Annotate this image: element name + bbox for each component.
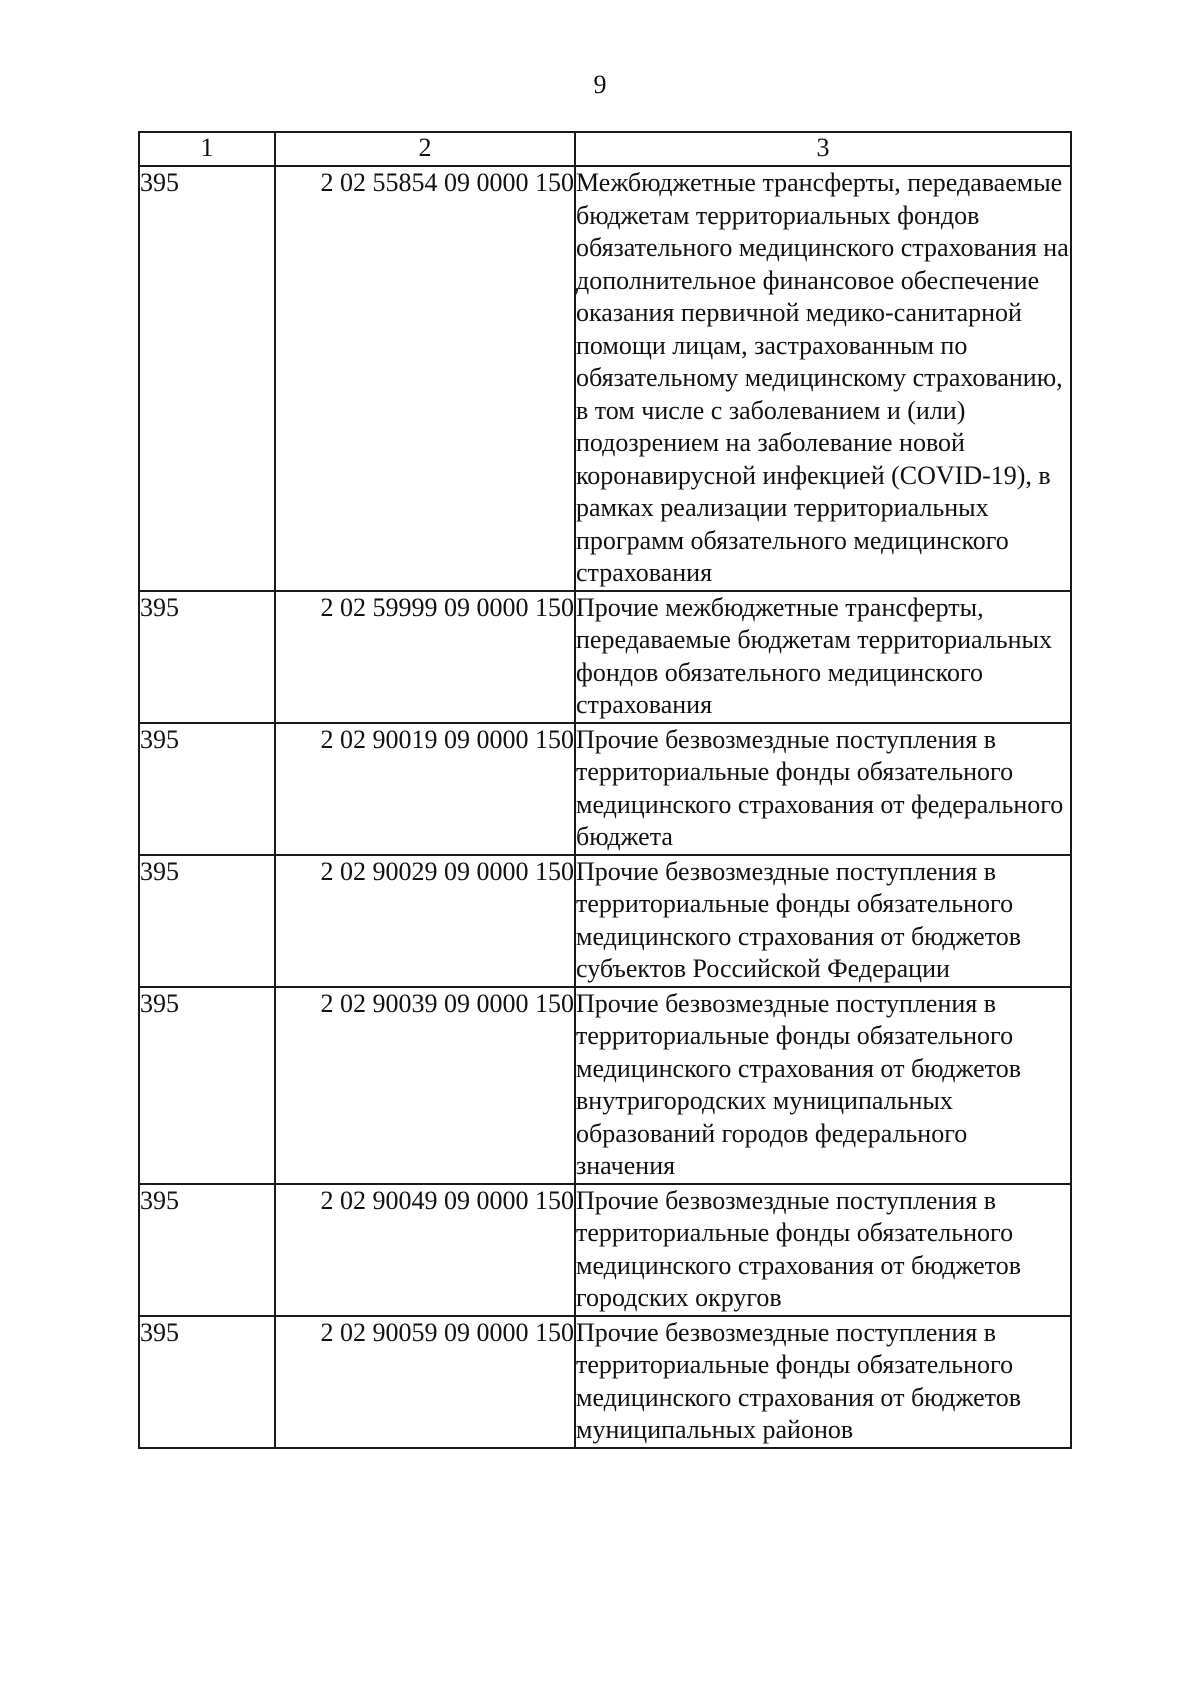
description-cell: Прочие безвозмездные поступления в территориальные фонды обязательного медицинского страхования от бюджетов субъектов Российской Федерации	[575, 855, 1071, 987]
admin-code-cell: 395	[139, 1184, 275, 1316]
budget-code-cell: 2 02 59999 09 0000 150	[275, 591, 575, 723]
admin-code-cell: 395	[139, 987, 275, 1184]
table-row	[139, 723, 1071, 855]
budget-code-cell: 2 02 90029 09 0000 150	[275, 855, 575, 987]
table-row	[139, 987, 1071, 1184]
admin-code-cell: 395	[139, 723, 275, 855]
admin-code-cell: 395	[139, 855, 275, 987]
table-body	[139, 166, 1071, 1448]
budget-code-cell: 2 02 55854 09 0000 150	[275, 166, 575, 591]
header-col-3: 3	[575, 132, 1071, 166]
table-header	[139, 132, 1071, 166]
description-cell: Прочие безвозмездные поступления в территориальные фонды обязательного медицинского страхования от федерального бюджета	[575, 723, 1071, 855]
budget-code-cell: 2 02 90039 09 0000 150	[275, 987, 575, 1184]
budget-code-cell: 2 02 90049 09 0000 150	[275, 1184, 575, 1316]
description-cell: Прочие безвозмездные поступления в территориальные фонды обязательного медицинского страхования от бюджетов внутригородских муниципальных образований городов федерального значения	[575, 987, 1071, 1184]
budget-code-cell: 2 02 90019 09 0000 150	[275, 723, 575, 855]
table-row	[139, 166, 1071, 591]
admin-code-cell: 395	[139, 1316, 275, 1448]
table-row	[139, 1316, 1071, 1448]
admin-code-cell: 395	[139, 166, 275, 591]
header-col-2: 2	[275, 132, 575, 166]
header-col-1: 1	[139, 132, 275, 166]
description-cell: Прочие межбюджетные трансферты, передаваемые бюджетам территориальных фондов обязательного медицинского страхования	[575, 591, 1071, 723]
table-row	[139, 591, 1071, 723]
table-row	[139, 1184, 1071, 1316]
table-row	[139, 855, 1071, 987]
header-row	[139, 132, 1071, 166]
description-cell: Межбюджетные трансферты, передаваемые бюджетам территориальных фондов обязательного медицинского страхования на дополнительное финансовое обеспечение оказания первичной медико-санитарной помощи лицам, застрахованным по обязательному медицинскому страхованию, в том числе с заболеванием и (или) подозрением на заболевание новой коронавирусной инфекцией (COVID-19), в рамках реализации территориальных программ обязательного медицинского страхования	[575, 166, 1071, 591]
revenue-codes-table	[138, 131, 1072, 1449]
budget-code-cell: 2 02 90059 09 0000 150	[275, 1316, 575, 1448]
description-cell: Прочие безвозмездные поступления в территориальные фонды обязательного медицинского страхования от бюджетов муниципальных районов	[575, 1316, 1071, 1448]
admin-code-cell: 395	[139, 591, 275, 723]
description-cell: Прочие безвозмездные поступления в территориальные фонды обязательного медицинского страхования от бюджетов городских округов	[575, 1184, 1071, 1316]
page-number: 9	[593, 70, 607, 99]
